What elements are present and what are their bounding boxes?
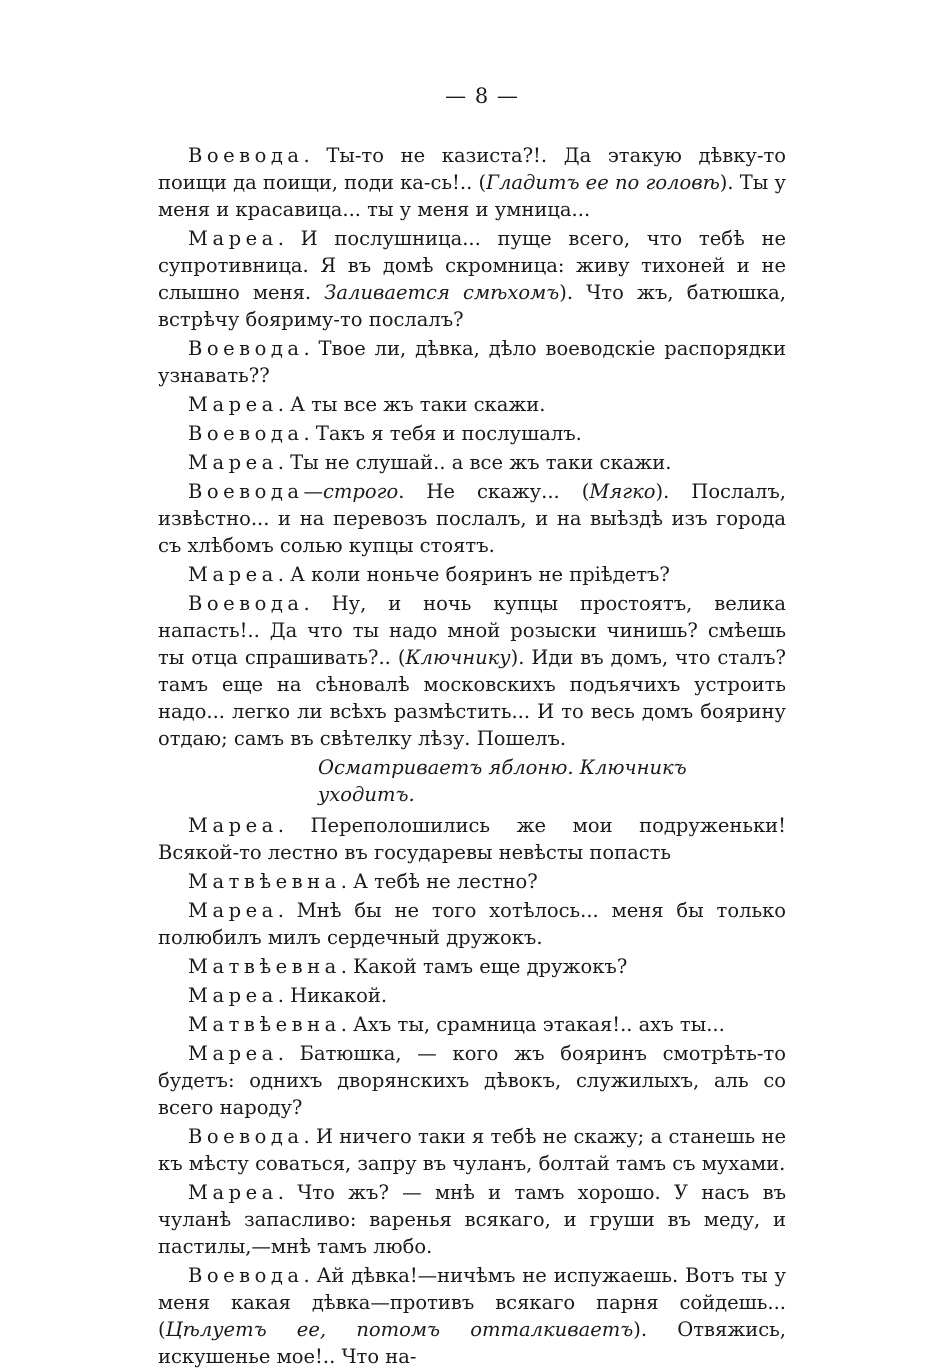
speaker-name: Матвѣевна (188, 870, 341, 893)
dialogue-paragraph (158, 982, 786, 1009)
speaker-name: Мареа (188, 899, 278, 922)
dialogue-paragraph (158, 449, 786, 476)
stage-direction: Мягко (589, 480, 656, 503)
speaker-name: Матвѣевна (188, 1013, 341, 1036)
dialogue-text: . Ахъ ты, срамница этакая!.. ахъ ты... (340, 1013, 725, 1036)
dialogue-text: . Ну, и ночь купцы простоятъ, велика напасть!.. Да что ты надо мной розыски чинишь? смѣешь ты отца спрашивать?.. ( (158, 592, 786, 669)
speaker-name: Воевода (188, 592, 304, 615)
speaker-name: Воевода (188, 144, 304, 167)
speaker-name: Воевода (188, 337, 304, 360)
dialogue-paragraph (158, 868, 786, 895)
speaker-name: Мареа (188, 1181, 278, 1204)
dialogue-text: . Не скажу... ( (398, 480, 590, 503)
speaker-name: Воевода (188, 1264, 304, 1287)
speaker-name: Мареа (188, 227, 278, 250)
dialogue-paragraph (158, 142, 786, 223)
dialogue-paragraph (158, 953, 786, 980)
dialogue-text: . Что жъ? — мнѣ и тамъ хорошо. У насъ въ чуланѣ запасливо: варенья всякаго, и груши въ меду, и пастилы,—мнѣ тамъ любо. (158, 1181, 786, 1258)
dialogue-text: . Ты-то не казиста?!. Да этакую дѣвку-то поищи да поищи, поди ка-сь!.. ( (158, 144, 786, 194)
stage-direction-line: Осматриваетъ яблоню. Ключникъ уходитъ. (318, 756, 687, 806)
stage-direction: строго (322, 480, 399, 503)
speaker-name: Мареа (188, 814, 278, 837)
dialogue-paragraph (158, 1262, 786, 1370)
speaker-name: Воевода (188, 422, 304, 445)
dialogue-text: . А ты все жъ таки скажи. (277, 393, 546, 416)
dialogue-text: . Ай дѣвка!—ничѣмъ не испужаешь. Вотъ ты у меня какая дѣвка—противъ всякаго парня сойдешь... ( (158, 1264, 786, 1341)
dialogue-paragraph (158, 391, 786, 418)
dialogue-text: . Батюшка, — кого жъ бояринъ смотрѣть-то будетъ: однихъ дворянскихъ дѣвокъ, служилыхъ, аль со всего народу? (158, 1042, 786, 1119)
dialogue-paragraph (158, 420, 786, 447)
speaker-name: Мареа (188, 451, 278, 474)
dialogue-text: . Мнѣ бы не того хотѣлось... меня бы только полюбилъ милъ сердечный дружокъ. (158, 899, 786, 949)
dialogue-text: ). Что жъ, батюшка, встрѣчу бояриму-то послалъ? (158, 281, 786, 331)
speaker-name: Мареа (188, 1042, 278, 1065)
dialogue-text: . И ничего таки я тебѣ не скажу; а станешь не къ мѣсту соваться, запру въ чуланъ, болтай тамъ съ мухами. (158, 1125, 786, 1175)
stage-direction: Заливается смѣхомъ (324, 281, 560, 304)
speaker-name: Мареа (188, 563, 278, 586)
dialogue-paragraph (158, 561, 786, 588)
stage-direction: Ключнику (405, 646, 511, 669)
dialogue-paragraph (158, 590, 786, 752)
stage-direction: Цѣлуетъ ее, потомъ отталкиваетъ (165, 1318, 634, 1341)
speaker-name: Воевода (188, 1125, 304, 1148)
dialogue-paragraph (158, 1040, 786, 1121)
dialogue-paragraph (158, 225, 786, 333)
speaker-name: Воевода (188, 480, 304, 503)
dialogue-text: ). Иди въ домъ, что сталъ? тамъ еще на сѣновалѣ московскихъ подъячихъ устроить надо... легко ли всѣхъ размѣстить... И то весь домъ боярину отдаю; самъ въ свѣтелку лѣзу. Пошелъ. (158, 646, 787, 750)
dialogue-text: . Переполошились же мои подруженьки! Всякой-то лестно въ государевы невѣсты попасть (158, 814, 786, 864)
dialogue-paragraph (158, 478, 786, 559)
dialogue-text: ). Ты у меня и красавица... ты у меня и умница... (158, 171, 786, 221)
dialogue-paragraph (158, 1123, 786, 1177)
speaker-name: Мареа (188, 984, 278, 1007)
dialogue-paragraph (158, 897, 786, 951)
dialogue-paragraph (158, 812, 786, 866)
page-number: — 8 — (445, 84, 519, 108)
dialogue-text: — (303, 480, 323, 503)
dialogue-text: . А тебѣ не лестно? (340, 870, 538, 893)
dialogue-text: . Ты не слушай.. а все жъ таки скажи. (277, 451, 672, 474)
stage-direction: Гладитъ ее по головѣ (486, 171, 720, 194)
dialogue-text: . Такъ я тебя и послушалъ. (303, 422, 582, 445)
dialogue-text: . Никакой. (277, 984, 388, 1007)
dialogue-text: . И послушница... пуще всего, что тебѣ не супротивница. Я въ домѣ скромница: живу тихоней и не слышно меня. (158, 227, 786, 304)
speaker-name: Матвѣевна (188, 955, 341, 978)
speaker-name: Мареа (188, 393, 278, 416)
dialogue-paragraph (158, 335, 786, 389)
dialogue-text: . Какой тамъ еще дружокъ? (340, 955, 628, 978)
dialogue-text: ). Отвяжись, искушенье мое!.. Что на- (158, 1318, 786, 1368)
dialogue-text: . Твое ли, дѣвка, дѣло воеводскіе распорядки узнавать?? (158, 337, 786, 387)
dialogue-text: ). Послалъ, извѣстно... и на перевозъ послалъ, и на выѣздѣ изъ города съ хлѣбомъ солью купцы стоятъ. (158, 480, 786, 557)
dialogue-paragraph (158, 1179, 786, 1260)
dialogue-paragraph (158, 1011, 786, 1038)
dialogue-text: . А коли ноньче бояринъ не пріѣдетъ? (277, 563, 670, 586)
